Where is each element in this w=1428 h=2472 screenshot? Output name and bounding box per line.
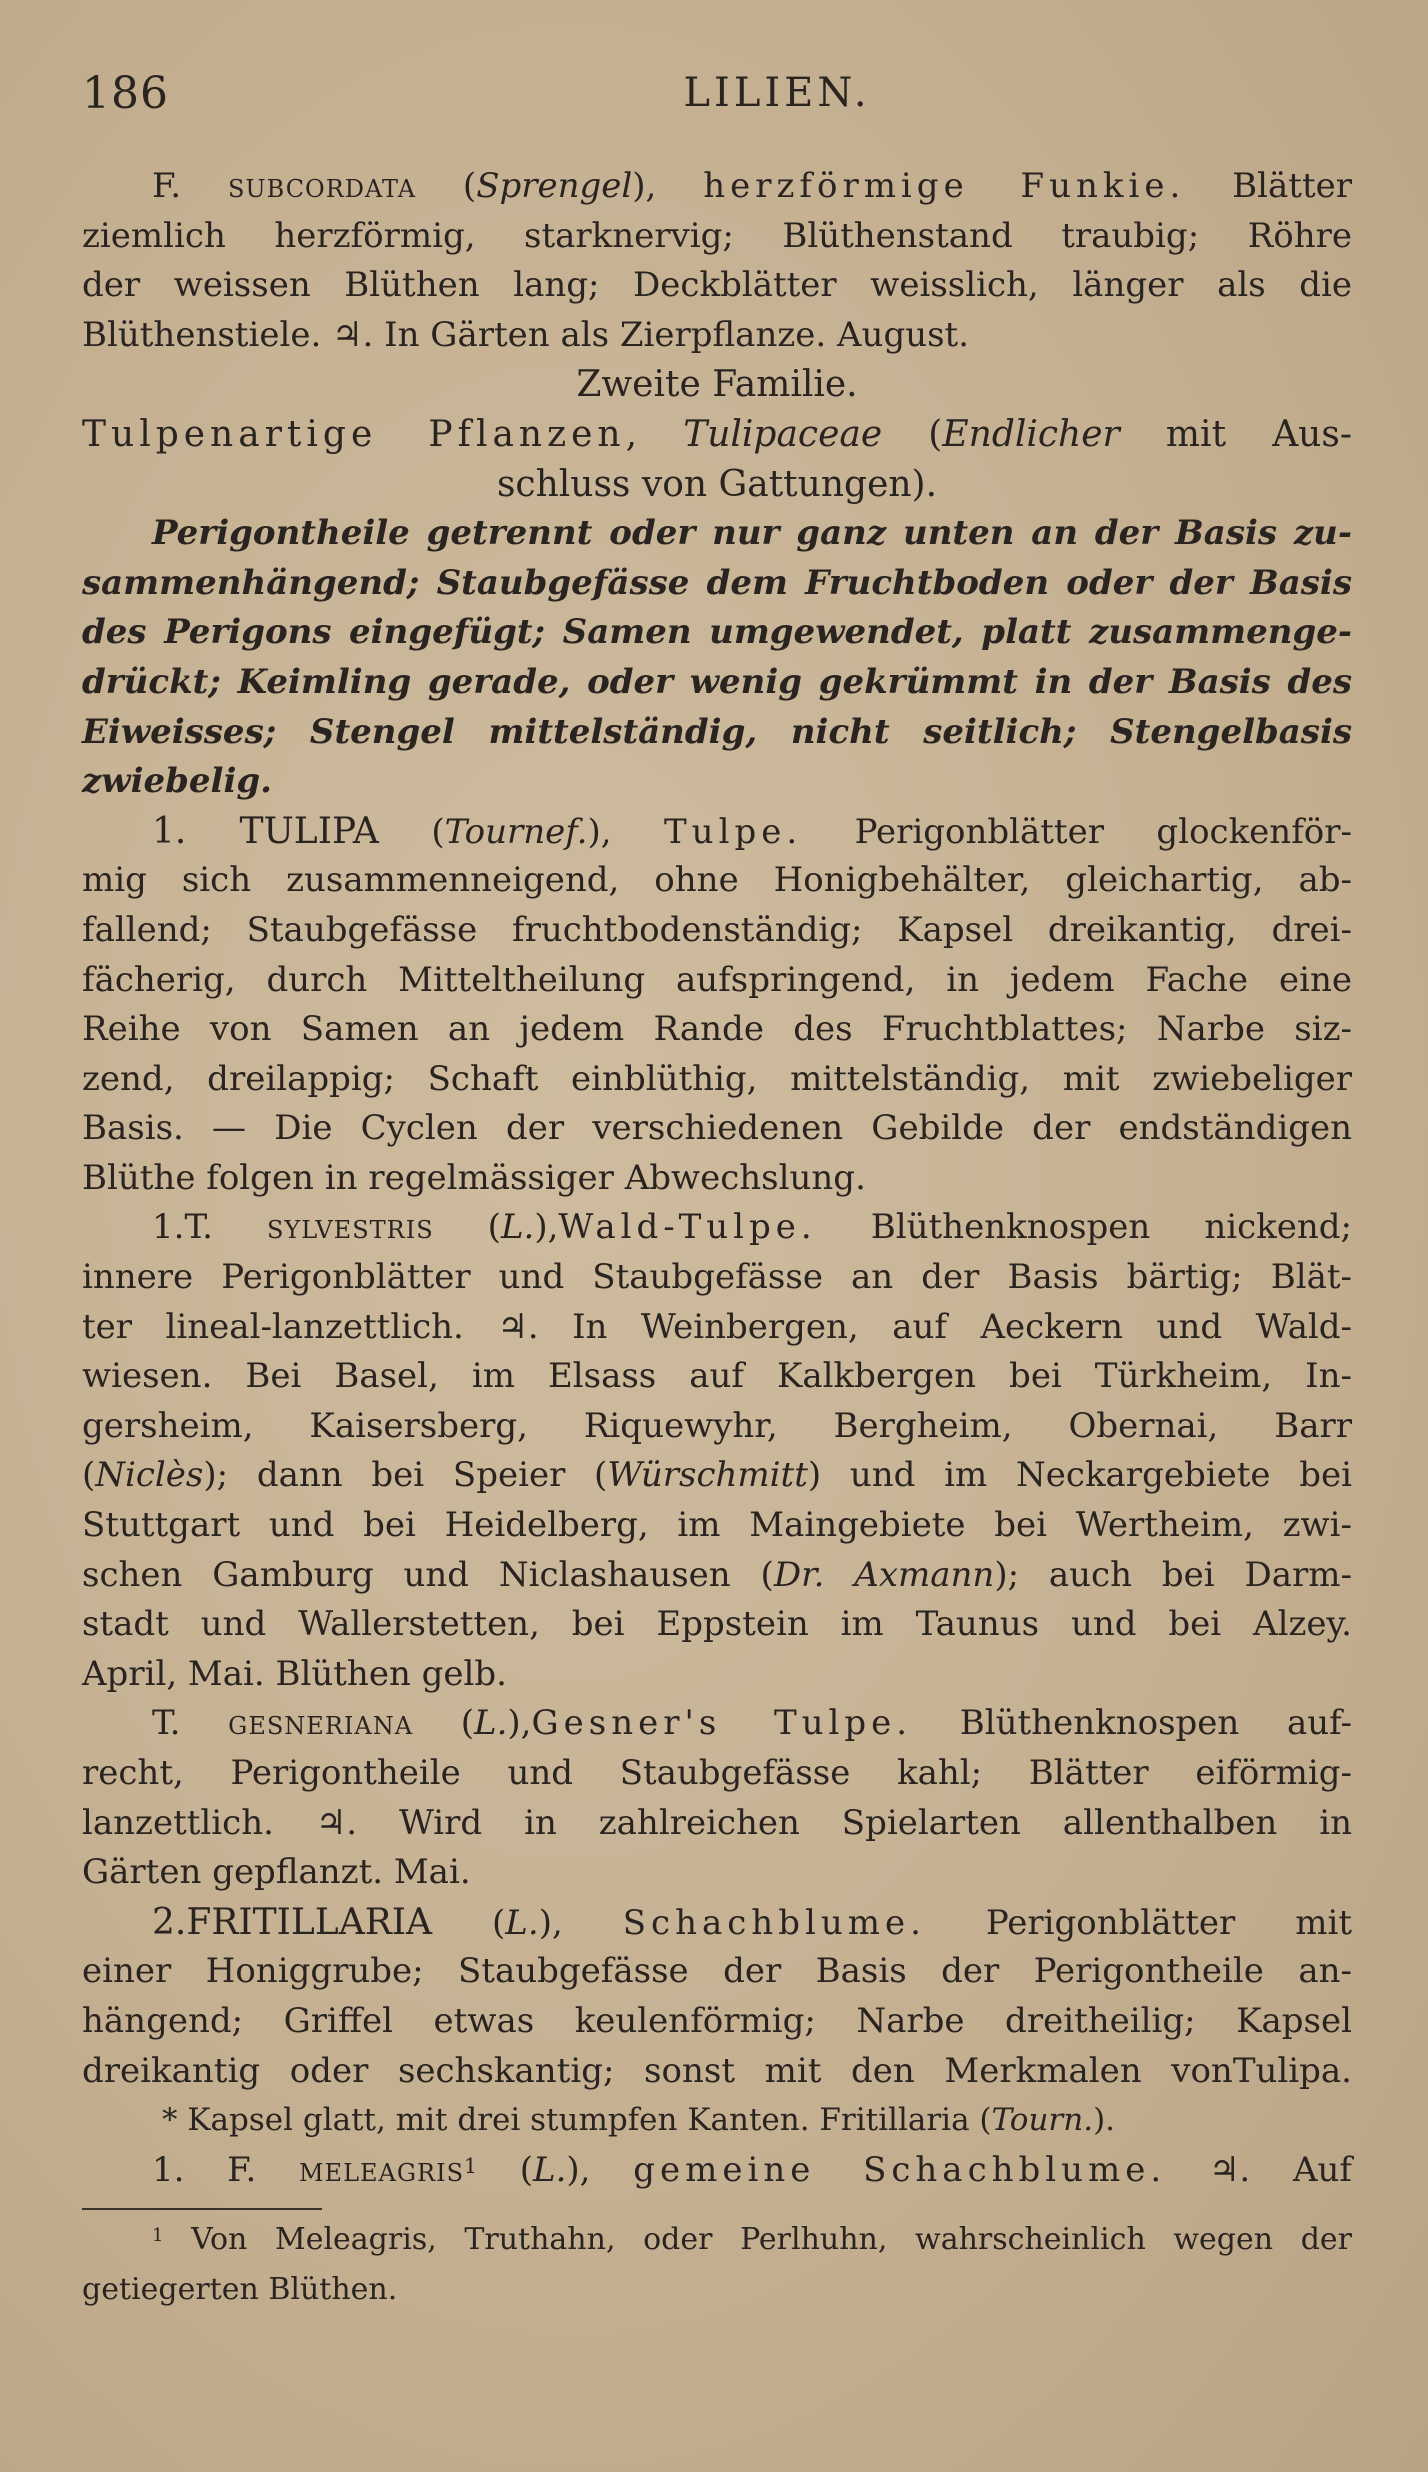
tulipa-line: fächerig, durch Mitteltheilung aufspringend, in jedem Fache eine — [82, 959, 1352, 1000]
sylvestris-line: gersheim, Kaisersberg, Riquewyhr, Bergheim, Obernai, Barr — [82, 1405, 1352, 1446]
funkia-line: ziemlich herzförmig, starknervig; Blüthenstand traubig; Röhre — [82, 215, 1352, 256]
footnotes — [82, 2218, 1352, 2317]
tulipa-line: mig sich zusammenneigend, ohne Honigbehälter, gleichartig, ab- — [82, 860, 1352, 901]
diagnosis-line: Eiweisses; Stengel mittelständig, nicht seitlich; Stengelbasis — [82, 711, 1352, 752]
fritillaria-line: hängend; Griffel etwas keulenförmig; Narbe dreitheilig; Kapsel — [82, 2000, 1352, 2041]
footnote-ref: 1 — [464, 2153, 478, 2178]
fritillaria-section-line: * Kapsel glatt, mit drei stumpfen Kanten. Fritillaria (Tourn.). — [162, 2102, 1116, 2139]
footnote-rule — [82, 2208, 322, 2210]
family-name-line: schluss von Gattungen). — [496, 463, 938, 505]
funkia-line: Blüthenstiele. ♃. In Gärten als Zierpflanze. August. — [82, 314, 970, 355]
sylvestris-line: Stuttgart und bei Heidelberg, im Maingebiete bei Wertheim, zwi- — [82, 1505, 1352, 1546]
family-title: Zweite Familie. — [576, 364, 858, 406]
body-text — [82, 162, 1352, 2195]
funkia-entry-line: F. subcordata (Sprengel), herzförmige Funkie. Blätter — [152, 166, 1352, 206]
family-name-line: Tulpenartige Pflanzen, Tulipaceae (Endlicher mit Aus- — [82, 413, 1353, 455]
fritillaria-entry-line: 2.FRITILLARIA (L.), Schachblume. Perigonblätter mit — [152, 1901, 1352, 1943]
gesneriana-line: lanzettlich. ♃. Wird in zahlreichen Spielarten allenthalben in — [82, 1802, 1352, 1843]
diagnosis-line: des Perigons eingefügt; Samen umgewendet, platt zusammenge- — [82, 612, 1352, 653]
sylvestris-line: ter lineal-lanzettlich. ♃. In Weinbergen, auf Aeckern und Wald- — [82, 1306, 1352, 1347]
sylvestris-line: innere Perigonblätter und Staubgefässe an der Basis bärtig; Blät- — [82, 1257, 1352, 1298]
sylvestris-line: stadt und Wallerstetten, bei Eppstein im Taunus und bei Alzey. — [82, 1604, 1352, 1645]
sylvestris-line: wiesen. Bei Basel, im Elsass auf Kalkbergen bei Türkheim, In- — [82, 1356, 1352, 1397]
tulipa-line: Reihe von Samen an jedem Rande des Fruchtblattes; Narbe siz- — [82, 1009, 1352, 1050]
footnote-marker: 1 — [152, 2225, 164, 2246]
fritillaria-line: einer Honiggrube; Staubgefässe der Basis der Perigontheile an- — [82, 1951, 1352, 1992]
page-header — [82, 68, 1352, 128]
tulipa-entry-line: 1. TULIPA (Tournef.), Tulpe. Perigonblätter glockenför- — [152, 810, 1352, 852]
sylvestris-entry-line: 1.T. sylvestris (L.),Wald-Tulpe. Blüthenknospen nickend; — [152, 1207, 1352, 1248]
funkia-line: der weissen Blüthen lang; Deckblätter weisslich, länger als die — [82, 265, 1352, 306]
sylvestris-line: April, Mai. Blüthen gelb. — [82, 1653, 507, 1694]
gesneriana-entry-line: T. gesneriana (L.),Gesner's Tulpe. Blüthenknospen auf- — [152, 1703, 1353, 1744]
gesneriana-line: recht, Perigontheile und Staubgefässe kahl; Blätter eiförmig- — [82, 1753, 1352, 1793]
gesneriana-line: Gärten gepflanzt. Mai. — [82, 1852, 471, 1893]
page-number: 186 — [82, 68, 169, 119]
diagnosis-line: sammenhängend; Staubgefässe dem Fruchtboden oder der Basis — [82, 562, 1352, 603]
footnote-line: $^1$ Von Meleagris, Truthahn, oder Perlhuhn, wahrscheinlich wegen der — [152, 2222, 1352, 2257]
tulipa-line: zend, dreilappig; Schaft einblüthig, mittelständig, mit zwiebeliger — [82, 1058, 1352, 1099]
tulipa-line: Blüthe folgen in regelmässiger Abwechslung. — [82, 1157, 866, 1198]
diagnosis-line: drückt; Keimling gerade, oder wenig gekrümmt in der Basis des — [82, 661, 1352, 702]
sylvestris-line: (Niclès); dann bei Speier (Würschmitt) und im Neckargebiete bei — [82, 1455, 1352, 1496]
footnote-line: getiegerten Blüthen. — [82, 2271, 398, 2307]
tulipa-line: Basis. — Die Cyclen der verschiedenen Gebilde der endständigen — [82, 1108, 1352, 1149]
diagnosis-line: zwiebelig. — [82, 761, 272, 802]
sylvestris-line: schen Gamburg und Niclashausen (Dr. Axmann); auch bei Darm- — [82, 1554, 1352, 1595]
running-title: LILIEN. — [683, 70, 871, 116]
diagnosis-line: Perigontheile getrennt oder nur ganz unten an der Basis zu- — [152, 513, 1352, 554]
fritillaria-line: dreikantig oder sechskantig; sonst mit den Merkmalen vonTulipa. — [82, 2050, 1352, 2091]
tulipa-line: fallend; Staubgefässe fruchtbodenständig; Kapsel dreikantig, drei- — [82, 909, 1352, 950]
meleagris-entry-line: 1. F. meleagris$^1$ (L.), gemeine Schachblume. ♃. Auf — [152, 2149, 1352, 2190]
